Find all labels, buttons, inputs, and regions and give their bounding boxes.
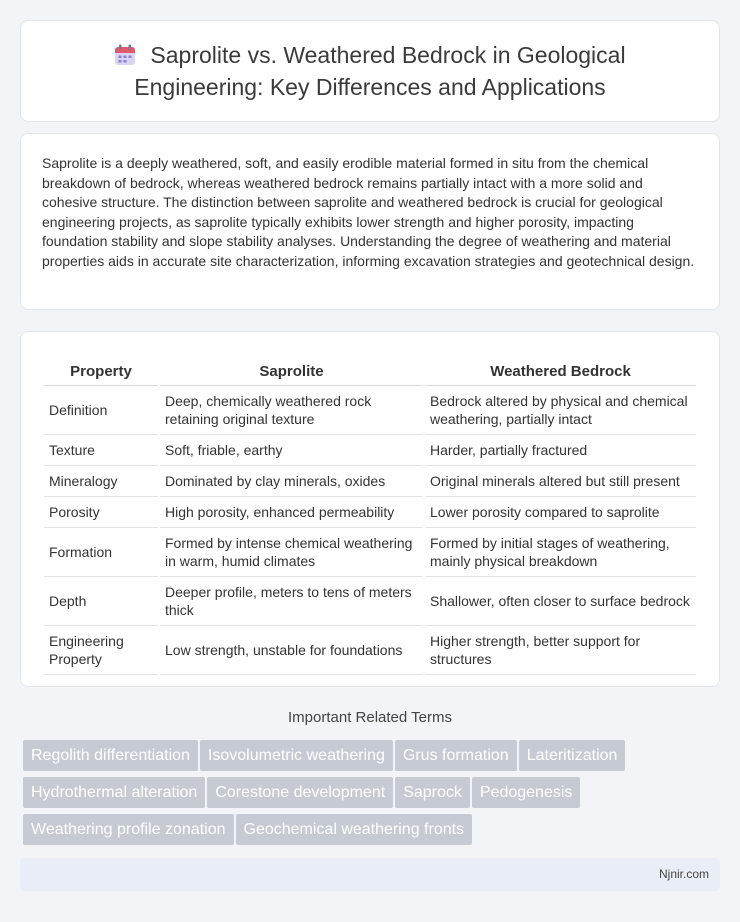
term-tag[interactable]: Hydrothermal alteration (23, 777, 205, 808)
term-tag[interactable]: Corestone development (207, 777, 393, 808)
cell-property: Texture (44, 435, 158, 466)
summary-text: Saprolite is a deeply weathered, soft, and easily erodible material formed in situ from the chemical breakdown of bedrock, whereas weathered bedrock remains partially intact with a more solid and cohesive structure. The distinction between saprolite and weathered bedrock is crucial for geological engineering projects, as saprolite typically exhibits lower strength and higher porosity, impacting foundation stability and slope stability analyses. Understanding the degree of weathering and material properties aids in accurate site characterization, informing excavation strategies and geotechnical design. (42, 155, 695, 269)
cell-property: Porosity (44, 497, 158, 528)
term-tag[interactable]: Lateritization (519, 740, 626, 771)
cell-weathered-bedrock: Lower porosity compared to saprolite (425, 497, 696, 528)
cell-saprolite: High porosity, enhanced permeability (160, 497, 423, 528)
table-row (44, 577, 696, 626)
cell-saprolite: Soft, friable, earthy (160, 435, 423, 466)
header-property: Property (44, 352, 158, 386)
cell-saprolite: Deeper profile, meters to tens of meters thick (160, 577, 423, 626)
cell-saprolite: Low strength, unstable for foundations (160, 626, 423, 675)
cell-property: Formation (44, 528, 158, 577)
cell-property: Definition (44, 386, 158, 435)
summary-card (20, 133, 720, 310)
table-row (44, 466, 696, 497)
cell-property: Mineralogy (44, 466, 158, 497)
cell-weathered-bedrock: Shallower, often closer to surface bedrock (425, 577, 696, 626)
table-row (44, 626, 696, 675)
cell-saprolite: Deep, chemically weathered rock retaining original texture (160, 386, 423, 435)
page-title (61, 41, 679, 102)
table-row (44, 435, 696, 466)
cell-property: Engineering Property (44, 626, 158, 675)
cell-weathered-bedrock: Original minerals altered but still present (425, 466, 696, 497)
table-row (44, 386, 696, 435)
related-terms-title: Important Related Terms (288, 709, 452, 726)
header-weathered-bedrock: Weathered Bedrock (425, 352, 696, 386)
cell-weathered-bedrock: Formed by initial stages of weathering, mainly physical breakdown (425, 528, 696, 577)
cell-saprolite: Formed by intense chemical weathering in warm, humid climates (160, 528, 423, 577)
cell-saprolite: Dominated by clay minerals, oxides (160, 466, 423, 497)
term-tag[interactable]: Weathering profile zonation (23, 814, 234, 845)
cell-weathered-bedrock: Bedrock altered by physical and chemical weathering, partially intact (425, 386, 696, 435)
related-terms-list (23, 740, 723, 851)
table-header-row (44, 352, 696, 386)
cell-weathered-bedrock: Harder, partially fractured (425, 435, 696, 466)
cell-weathered-bedrock: Higher strength, better support for structures (425, 626, 696, 675)
header-saprolite: Saprolite (160, 352, 423, 386)
calendar-icon (114, 44, 136, 73)
table-row (44, 497, 696, 528)
footer-site-link[interactable]: Njnir.com (658, 867, 709, 881)
page-title-text: Saprolite vs. Weathered Bedrock in Geological Engineering: Key Differences and Applications (134, 41, 626, 100)
title-card (20, 20, 720, 122)
cell-property: Depth (44, 577, 158, 626)
comparison-table (42, 352, 698, 675)
term-tag[interactable]: Geochemical weathering fronts (236, 814, 473, 845)
term-tag[interactable]: Pedogenesis (472, 777, 581, 808)
term-tag[interactable]: Isovolumetric weathering (200, 740, 393, 771)
footer (20, 858, 720, 891)
term-tag[interactable]: Regolith differentiation (23, 740, 198, 771)
comparison-table-card (20, 331, 720, 687)
term-tag[interactable]: Grus formation (395, 740, 517, 771)
table-row (44, 528, 696, 577)
term-tag[interactable]: Saprock (395, 777, 470, 808)
